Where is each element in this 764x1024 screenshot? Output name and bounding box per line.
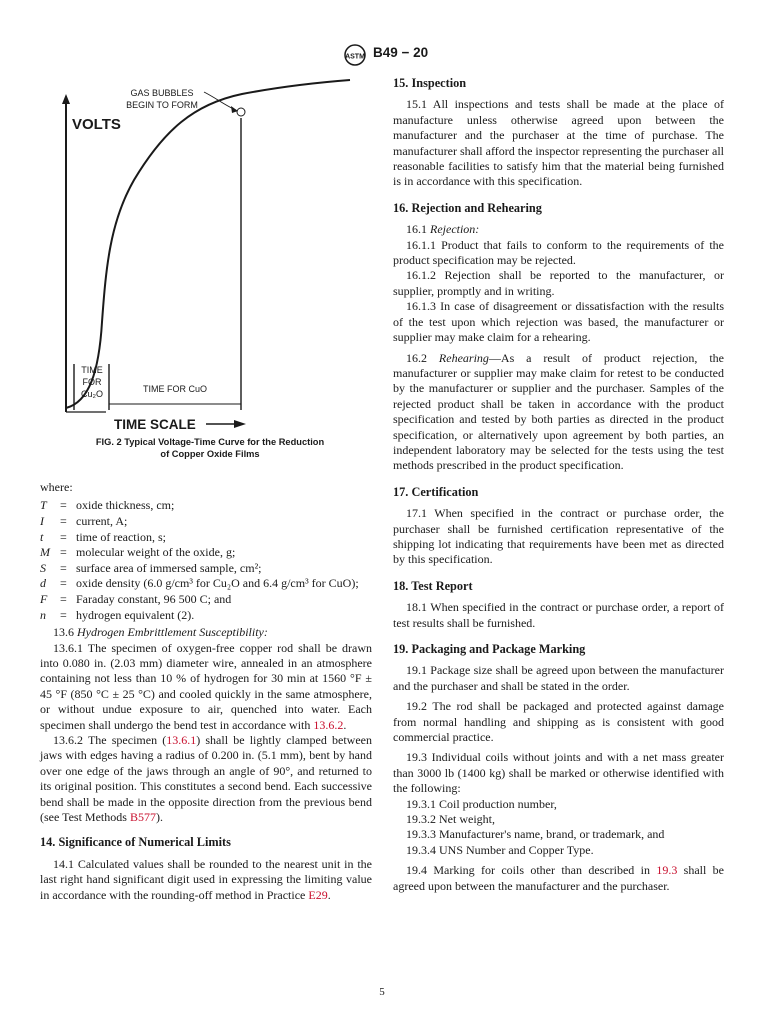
ref-13-6-1[interactable]: 13.6.1	[166, 733, 197, 747]
document-designation: B49 − 20	[373, 45, 429, 60]
ref-13-6-2[interactable]: 13.6.2	[313, 717, 344, 732]
cuo-label: TIME FOR CuO	[142, 384, 208, 394]
logo-text: ASTM	[345, 53, 365, 61]
section-18-heading: 18. Test Report	[393, 578, 473, 593]
section-19-2: 19.2 The rod shall be packaged and protected against damage from normal handling and shipping as is consistent with good commercial practice.	[393, 699, 724, 745]
variable-row: I = current, A;	[40, 514, 128, 528]
figure-caption	[60, 436, 360, 460]
y-axis-arrow	[62, 94, 70, 104]
gas-label-line2: BEGIN TO FORM	[126, 100, 198, 110]
variable-row: S = surface area of immersed sample, cm²;	[40, 560, 262, 575]
left-column	[40, 480, 372, 903]
section-16-1-2: 16.1.2 Rejection shall be reported to the manufacturer, or supplier, promptly and in writing.	[393, 268, 724, 298]
variable-row: F = Faraday constant, 96 500 C; and	[40, 591, 232, 606]
astm-logo	[342, 44, 368, 66]
section-15-1: 15.1 All inspections and tests shall be made at the place of manufacture unless otherwise agreed upon between the manufacturer and the purchaser at the time of purchase. The manufacturer shall afford the inspector representing the purchaser all reasonable facilities to satisfy him that the material being furnished is in accordance with this specification.	[393, 97, 724, 189]
caption-line1: FIG. 2 Typical Voltage-Time Curve for the Reduction	[95, 437, 325, 447]
right-column	[393, 76, 724, 894]
variable-row: n = hydrogen equivalent (2).	[40, 607, 195, 622]
time-scale-arrow	[234, 420, 246, 428]
section-16-1-1: 16.1.1 Product that fails to conform to the requirements of the product specification may be rejected.	[393, 237, 724, 268]
section-19-3-1: 19.3.1 Coil production number,	[406, 796, 557, 811]
page-header	[0, 40, 764, 70]
section-19-heading: 19. Packaging and Package Marking	[393, 642, 586, 656]
ref-b577[interactable]: B577	[129, 810, 156, 825]
section-18-1: 18.1 When specified in the contract or purchase order, a report of test results shall be furnished.	[393, 600, 724, 630]
page-number: 5	[379, 986, 385, 998]
cu2o-label-3: Cu₂O	[81, 389, 103, 399]
gas-bubble-point	[237, 108, 245, 116]
section-13-6-2: 13.6.2 The specimen (13.6.1) shall be lightly clamped between jaws with edges having a radius of 0.200 in. (5.1 mm), bent by hand over one edge of the jaws through an angle of 90°, and returned to its original position. This constitutes a second bend. Each successive bend shall be made in the opposite direction from the previous bend (see Test Methods B577).	[40, 733, 372, 825]
voltage-time-chart	[44, 72, 362, 442]
section-14-heading: 14. Significance of Numerical Limits	[40, 835, 231, 850]
section-16-heading: 16. Rejection and Rehearing	[393, 200, 542, 215]
gas-label-line1: GAS BUBBLES	[130, 88, 194, 98]
section-13-6: 13.6 Hydrogen Embrittlement Susceptibility:	[53, 625, 268, 640]
section-15-heading: 15. Inspection	[393, 76, 467, 90]
section-19-3-4: 19.3.4 UNS Number and Copper Type.	[406, 842, 594, 857]
ref-19-3[interactable]: 19.3	[656, 863, 678, 878]
ref-e29[interactable]: E29	[308, 887, 328, 902]
variable-row: t = time of reaction, s;	[40, 529, 166, 544]
variable-list	[40, 498, 372, 623]
section-19-3-2: 19.3.2 Net weight,	[406, 812, 495, 827]
section-19-3-3: 19.3.3 Manufacturer's name, brand, or trademark, and	[406, 827, 665, 842]
section-19-3: 19.3 Individual coils without joints and with a net mass greater than 3000 lb (1400 kg) shall be marked or otherwise identified with the following:	[393, 750, 724, 796]
section-19-1: 19.1 Package size shall be agreed upon between the manufacturer and the purchaser and shall be stated in the order.	[393, 663, 724, 693]
section-19-4: 19.4 Marking for coils other than described in 19.3 shall be agreed upon between the manufacturer and the purchaser.	[393, 863, 724, 893]
section-17-heading: 17. Certification	[393, 484, 479, 499]
section-13-6-1: 13.6.1 The specimen of oxygen-free copper rod shall be drawn into 0.080 in. (2.03 mm) diameter wire, annealed in an atmosphere containing not less than 10 % of hydrogen for 30 min at 1560 °F ± 45 °F (850 °C ± 25 °C) and cooled quickly in the same atmosphere, or without undue exposure to air, quenched into water. Each specimen shall undergo the bend test in accordance with 13.6.2.	[40, 640, 372, 732]
section-16-1: 16.1 Rejection:	[406, 222, 480, 237]
volts-label: VOLTS	[72, 116, 121, 133]
time-scale-label: TIME SCALE	[114, 417, 196, 432]
section-16-2: 16.2 Rehearing—As a result of product rejection, the manufacturer or supplier may make claim for retest to be conducted by the manufacturer or supplier and the purchaser. Samples of the rejected product shall be taken in accordance with the product specification and tested by both parties as directed in the product specification, or alternatively upon agreement by both parties, an independent laboratory may be selected for the tests using the test methods prescribed in the product specification.	[393, 350, 724, 473]
cu2o-label-2: FOR	[82, 377, 102, 387]
section-14-1: 14.1 Calculated values shall be rounded to the nearest unit in the last right hand significant digit used in expressing the limiting value in accordance with the rounding-off method in Practice E29.	[40, 856, 372, 902]
variable-row: M = molecular weight of the oxide, g;	[40, 545, 236, 560]
section-17-1: 17.1 When specified in the contract or purchase order, the purchaser shall be furnished certification representative of the shipping lot indicating that requirements have been met as directed by this specification.	[393, 506, 724, 567]
variable-row: d = oxide density (6.0 g/cm³ for Cu₂O and 6.4 g/cm³ for CuO);	[40, 576, 359, 591]
variable-row: T = oxide thickness, cm;	[40, 498, 175, 513]
section-16-1-3: 16.1.3 In case of disagreement or dissatisfaction with the results of the test upon which rejection was based, the manufacturer or supplier may make claim for a rehearing.	[393, 299, 724, 345]
figure-2	[44, 72, 362, 442]
caption-line2: of Copper Oxide Films	[160, 449, 260, 459]
where-label: where:	[40, 480, 73, 494]
cu2o-label-1: TIME	[81, 365, 103, 375]
